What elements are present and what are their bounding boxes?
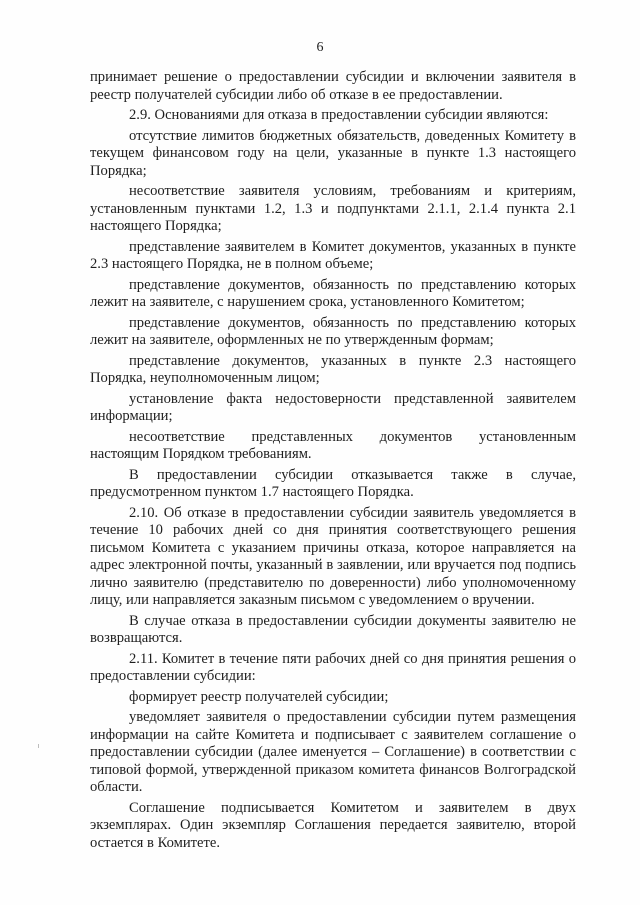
scan-mark bbox=[38, 744, 39, 748]
paragraph-refusal-ground-5: представление документов, обязанность по представлению которых лежит на заявителе, оформленных не по утвержденным формам; bbox=[90, 314, 576, 348]
paragraph-refusal-ground-3: представление заявителем в Комитет документов, указанных в пункте 2.3 настоящего Порядка, не в полном объеме; bbox=[90, 238, 576, 272]
paragraph-notifies-applicant: уведомляет заявителя о предоставлении субсидии путем размещения информации на сайте Комитета и подписывает с заявителем соглашение о предоставлении субсидии (далее именуется – Соглашение) в соответствии с типовой формой, утвержденной приказом комитета финансов Волгоградской области. bbox=[90, 709, 576, 795]
paragraph-refusal-ground-4: представление документов, обязанность по представлению которых лежит на заявителе, с нарушением срока, установленного Комитетом; bbox=[90, 276, 576, 310]
paragraph-refusal-ground-2: несоответствие заявителя условиям, требованиям и критериям, установленным пунктами 1.2, 1.3 и подпунктами 2.1.1, 2.1.4 пункта 2.1 настоящего Порядка; bbox=[90, 183, 576, 234]
paragraph-refusal-ground-6: представление документов, указанных в пункте 2.3 настоящего Порядка, неуполномоченным лицом; bbox=[90, 352, 576, 386]
paragraph-refusal-ground-8: несоответствие представленных документов установленным настоящим Порядком требованиям. bbox=[90, 428, 576, 462]
document-body bbox=[90, 69, 576, 852]
paragraph-2-11-heading: 2.11. Комитет в течение пяти рабочих дней со дня принятия решения о предоставлении субсидии: bbox=[90, 650, 576, 684]
paragraph-forms-registry: формирует реестр получателей субсидии; bbox=[129, 688, 389, 705]
paragraph-refusal-also: В предоставлении субсидии отказывается также в случае, предусмотренном пунктом 1.7 настоящего Порядка. bbox=[90, 466, 576, 500]
paragraph-refusal-ground-1: отсутствие лимитов бюджетных обязательств, доведенных Комитету в текущем финансовом году на цели, указанные в пункте 1.3 настоящего Порядка; bbox=[90, 127, 576, 179]
paragraph-continuation: принимает решение о предоставлении субсидии и включении заявителя в реестр получателей субсидии либо об отказе в ее предоставлении. bbox=[90, 69, 576, 103]
paragraph-documents-not-returned: В случае отказа в предоставлении субсидии документы заявителю не возвращаются. bbox=[90, 612, 576, 646]
paragraph-2-9-heading: 2.9. Основаниями для отказа в предоставлении субсидии являются: bbox=[129, 107, 549, 123]
paragraph-refusal-ground-7: установление факта недостоверности представленной заявителем информации; bbox=[90, 390, 576, 424]
paragraph-agreement-signed: Соглашение подписывается Комитетом и заявителем в двух экземплярах. Один экземпляр Соглашения передается заявителю, второй остается в Комитете. bbox=[90, 799, 576, 851]
paragraph-2-10: 2.10. Об отказе в предоставлении субсидии заявитель уведомляется в течение 10 рабочих дней со дня принятия соответствующего решения письмом Комитета с указанием причины отказа, которое направляется на адрес электронной почты, указанный в заявлении, или вручается под подпись лично заявителю (представителю по доверенности) либо уполномоченному лицу, или направляется заказным письмом с уведомлением о вручении. bbox=[90, 504, 576, 608]
page-number: 6 bbox=[316, 40, 324, 55]
